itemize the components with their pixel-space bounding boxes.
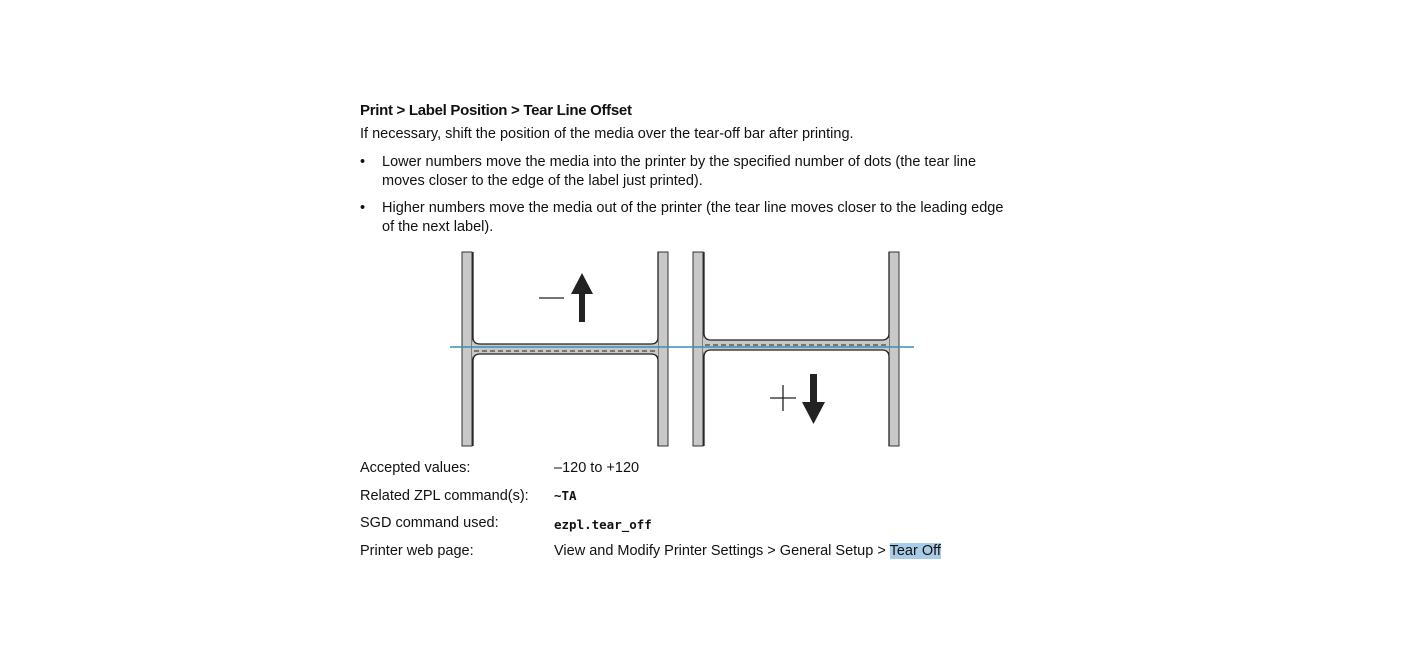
bullet-item <box>360 199 1010 237</box>
bullet-item <box>360 153 1010 191</box>
zpl-command-label: Related ZPL command(s): <box>360 488 529 504</box>
tear-line-diagram <box>440 250 920 450</box>
accepted-values-value: –120 to +120 <box>554 460 640 476</box>
bullet-text: Lower numbers move the media into the printer by the specified number of dots (the tear line moves closer to the edge of the label just printed). <box>382 154 977 189</box>
sgd-command-value: ezpl.tear_off <box>554 517 652 532</box>
bullet-dot: • <box>360 200 366 216</box>
bullet-text: Higher numbers move the media out of the printer (the tear line moves closer to the leading edge of the next label). <box>382 200 1004 235</box>
left-panel <box>462 252 668 446</box>
zpl-command-value: ~TA <box>554 488 577 503</box>
intro-paragraph: If necessary, shift the position of the media over the tear-off bar after printing. <box>360 126 854 142</box>
bullet-dot: • <box>360 154 366 170</box>
web-page-label: Printer web page: <box>360 543 474 559</box>
section-heading: Print > Label Position > Tear Line Offset <box>360 102 632 119</box>
web-page-highlight: Tear Off <box>889 543 941 559</box>
accepted-values-label: Accepted values: <box>360 460 471 476</box>
sgd-command-label: SGD command used: <box>360 515 499 531</box>
web-page-value <box>554 543 941 559</box>
web-page-path: View and Modify Printer Settings > General Setup > <box>554 543 890 559</box>
right-panel <box>693 252 899 446</box>
